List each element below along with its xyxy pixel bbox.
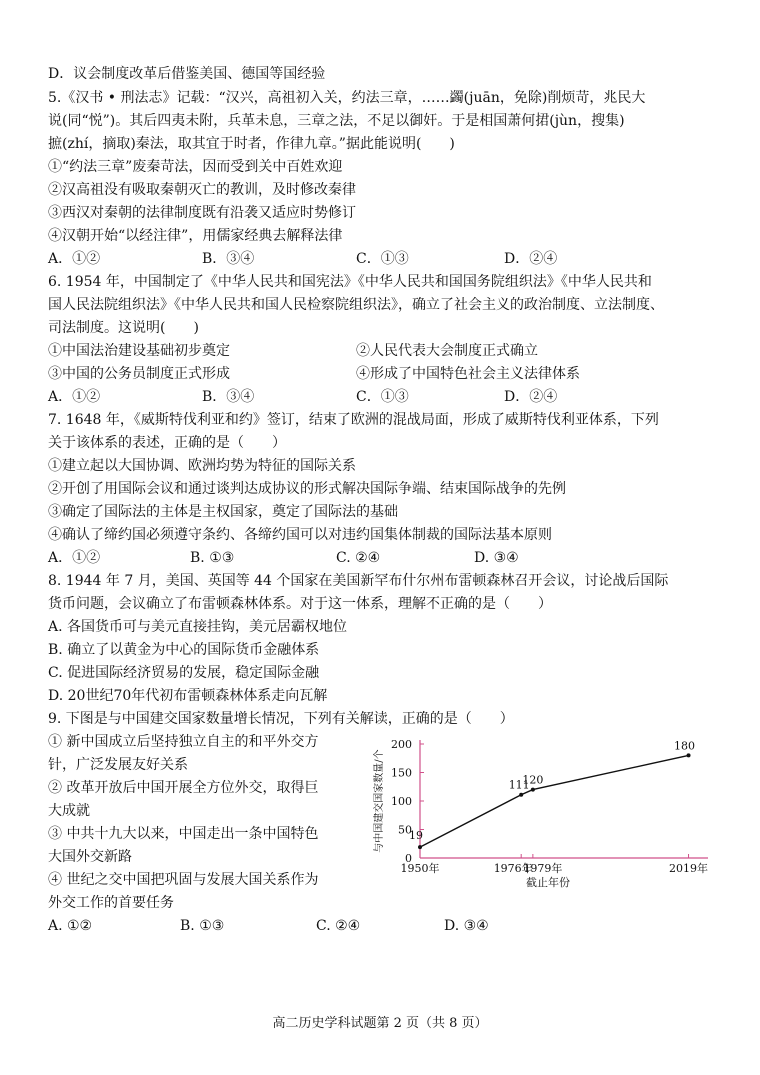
x-axis-label: 截止年份 (526, 876, 570, 889)
q9-item-4-line-1: ④ 世纪之交中国把巩固与发展大国关系作为 (48, 872, 319, 888)
q6-stem-line-3: 司法制度。这说明( ) (48, 320, 199, 336)
q4-option-d: D．议会制度改革后借鉴美国、德国等国经验 (48, 66, 326, 82)
data-point (531, 788, 535, 792)
q8-option-c: C. 促进国际经济贸易的发展，稳定国际金融 (48, 665, 320, 681)
q7-options (48, 548, 519, 568)
x-tick-label: 2019年 (669, 862, 709, 875)
q7-item-3: ③确定了国际法的主体是主权国家，奠定了国际法的基础 (48, 504, 398, 520)
q5-options (48, 249, 557, 269)
q8-stem-line-2: 货币问题，会议确立了布雷顿森林体系。对于这一体系，理解不正确的是（ ） (48, 596, 552, 612)
q6-option-c: C．①③ (356, 389, 409, 405)
q9-option-b: B. ①③ (180, 918, 225, 934)
q7-option-d: D. ③④ (474, 550, 519, 566)
data-label: 180 (674, 739, 696, 753)
diplomatic-relations-line-chart (368, 730, 718, 890)
q5-stem-line-2: 说(同“悦”)。其后四夷未附，兵革未息，三章之法，不足以御奸。于是相国萧何捃(jùn，搜集) (48, 113, 625, 129)
q5-item-4: ④汉朝开始“以经注律”，用儒家经典去解释法律 (48, 228, 343, 244)
q8-option-a: A. 各国货币可与美元直接挂钩，美元居霸权地位 (48, 619, 348, 635)
y-tick-label: 50 (398, 823, 412, 837)
q6-item-2: ②人民代表大会制度正式确立 (356, 343, 538, 359)
data-point (687, 753, 691, 757)
x-tick-label: 1950年 (400, 862, 440, 875)
x-tick-label: 1979年 (523, 862, 563, 875)
q6-option-a: A．①② (48, 389, 101, 405)
q5-option-b: B．③④ (202, 251, 255, 267)
data-label: 120 (522, 773, 544, 787)
q5-item-1: ①“约法三章”废秦苛法，因而受到关中百姓欢迎 (48, 159, 343, 175)
y-tick-label: 200 (391, 738, 412, 751)
x-tick-label: 1976年 (493, 862, 533, 875)
q5-option-c: C．①③ (356, 251, 409, 267)
q6-options (48, 387, 557, 407)
data-label: 19 (409, 829, 423, 843)
q7-item-2: ②开创了用国际会议和通过谈判达成协议的形式解决国际争端、结束国际战争的先例 (48, 481, 566, 497)
data-point (519, 793, 523, 797)
q9-item-3-line-2: 大国外交新路 (48, 849, 132, 865)
q6-option-d: D．②④ (504, 389, 558, 405)
q6-item-4: ④形成了中国特色社会主义法律体系 (356, 366, 580, 382)
q8-option-b: B. 确立了以黄金为中心的国际货币金融体系 (48, 642, 320, 658)
y-tick-label: 0 (405, 852, 412, 865)
q7-stem-line-2: 关于该体系的表述，正确的是（ ） (48, 435, 286, 451)
q6-item-3: ③中国的公务员制度正式形成 (48, 366, 230, 382)
y-axis-label: 与中国建交国家数量/个 (374, 749, 385, 853)
data-label: 111 (508, 778, 530, 792)
q7-option-a: A．①② (48, 550, 101, 566)
q5-item-2: ②汉高祖没有吸取秦朝灭亡的教训，及时修改秦律 (48, 182, 356, 198)
q9-option-c: C. ②④ (316, 918, 361, 934)
y-tick-label: 100 (391, 795, 412, 808)
q6-item-1: ①中国法治建设基础初步奠定 (48, 343, 230, 359)
q9-item-2-line-2: 大成就 (48, 803, 90, 819)
q7-option-c: C. ②④ (336, 550, 381, 566)
q9-item-1-line-1: ① 新中国成立后坚持独立自主的和平外交方 (48, 734, 319, 750)
q9-item-2-line-1: ② 改革开放后中国开展全方位外交，取得巨 (48, 780, 319, 796)
q6-option-b: B．③④ (202, 389, 255, 405)
q6-stem-line-2: 国人民法院组织法》《中华人民共和国人民检察院组织法》，确立了社会主义的政治制度、立法制度、 (48, 297, 664, 313)
q9-option-a: A. ①② (48, 918, 93, 934)
q7-item-4: ④确认了缔约国必须遵守条约、各缔约国可以对违约国集体制裁的国际法基本原则 (48, 527, 552, 543)
q9-item-3-line-1: ③ 中共十九大以来，中国走出一条中国特色 (48, 826, 319, 842)
q5-item-3: ③西汉对秦朝的法律制度既有沿袭又适应时势修订 (48, 205, 356, 221)
q5-stem-line-3: 摭(zhí，摘取)秦法，取其宜于时者，作律九章。”据此能说明( ) (48, 136, 455, 152)
q9-stem: 9. 下图是与中国建交国家数量增长情况，下列有关解读，正确的是（ ） (48, 711, 514, 727)
q8-option-d: D. 20世纪70年代初布雷顿森林体系走向瓦解 (48, 688, 328, 704)
q7-option-b: B. ①③ (190, 550, 235, 566)
y-tick-label: 150 (391, 766, 412, 780)
q7-stem-line-1: 7. 1648 年，《威斯特伐利亚和约》签订，结束了欧洲的混战局面，形成了威斯特伐利亚体系，下列 (48, 412, 659, 428)
q7-item-1: ①建立起以大国协调、欧洲均势为特征的国际关系 (48, 458, 356, 474)
data-point (418, 845, 422, 849)
q6-stem-line-1: 6. 1954 年，中国制定了《中华人民共和国宪法》《中华人民共和国国务院组织法》《中华人民共和 (48, 274, 652, 290)
page-footer: 高二历史学科试题第 2 页（共 8 页） (272, 1016, 488, 1031)
series-line (420, 755, 689, 847)
q5-stem-line-1: 5.《汉书 • 刑法志》记载：“汉兴，高祖初入关，约法三章，……蠲(juān，免除)削烦苛，兆民大 (48, 90, 646, 106)
q8-stem-line-1: 8. 1944 年 7 月，美国、英国等 44 个国家在美国新罕布什尔州布雷顿森林召开会议，讨论战后国际 (48, 573, 669, 589)
q9-option-d: D. ③④ (444, 918, 489, 934)
q9-item-4-line-2: 外交工作的首要任务 (48, 895, 174, 911)
q5-option-d: D．②④ (504, 251, 558, 267)
q5-option-a: A．①② (48, 251, 101, 267)
q9-options (48, 916, 489, 936)
q9-item-1-line-2: 针，广泛发展友好关系 (48, 757, 188, 773)
